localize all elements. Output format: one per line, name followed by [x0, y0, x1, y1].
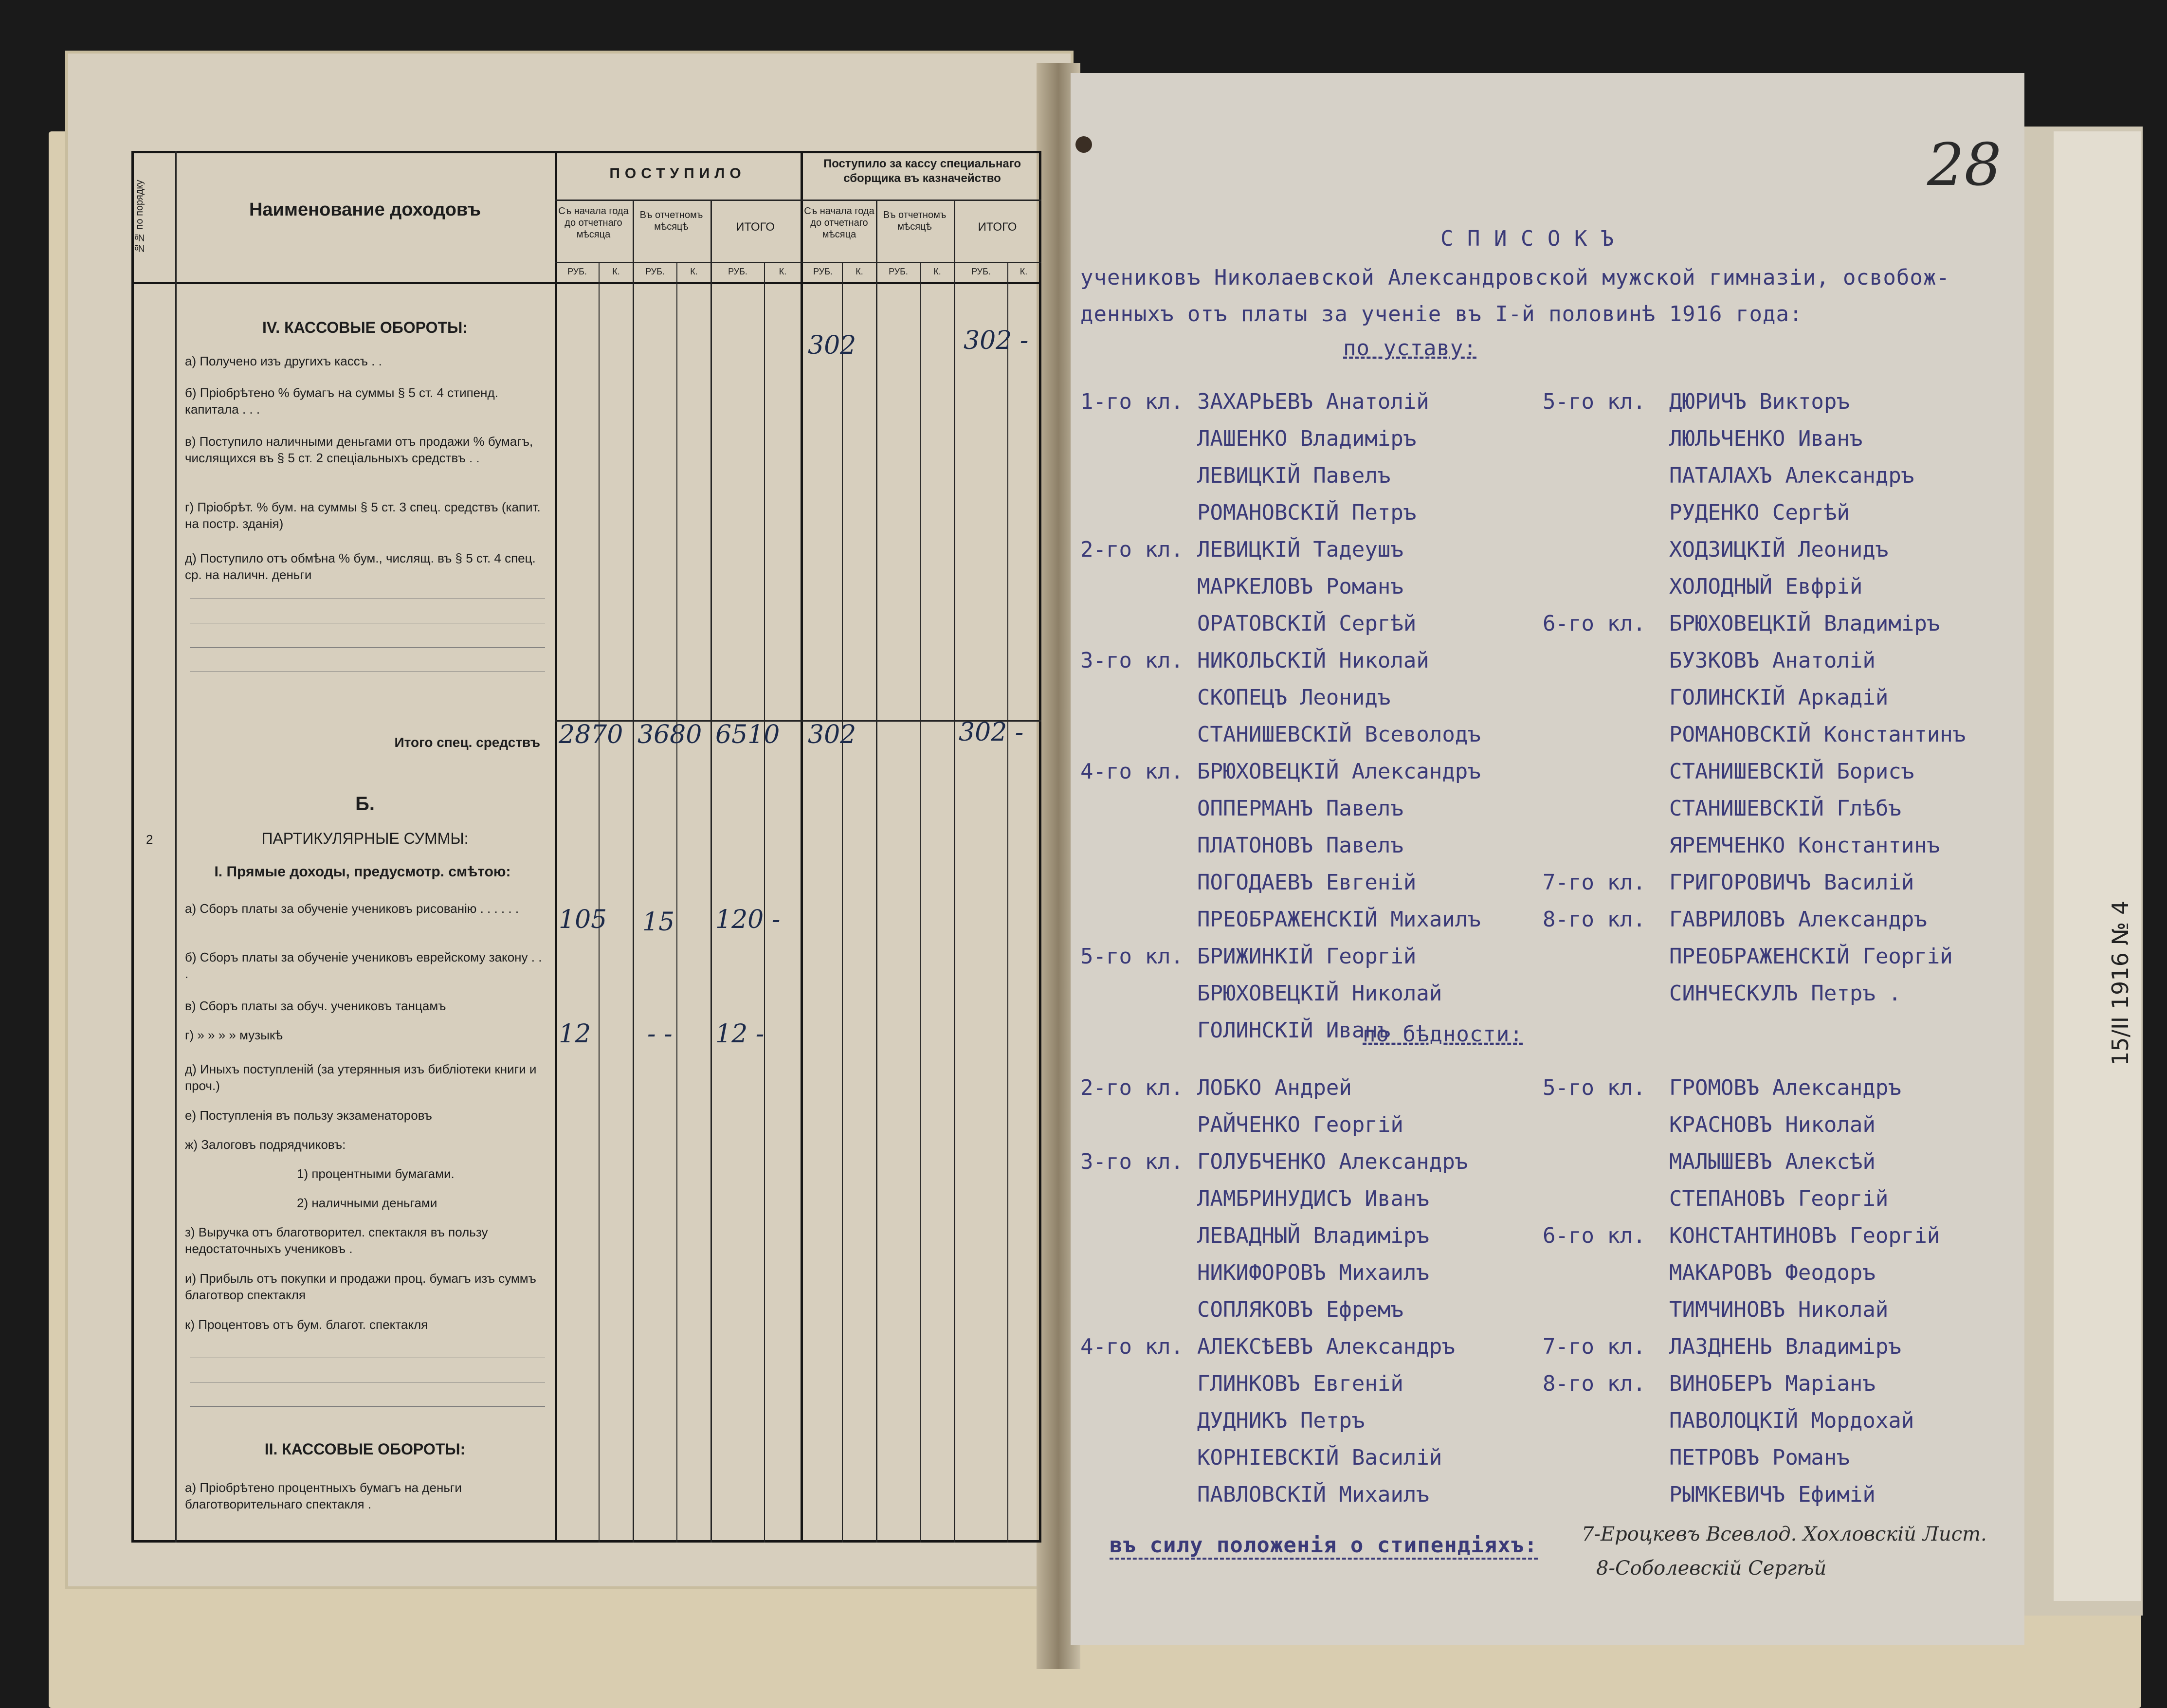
- student-name: ГРОМОВЪ Александръ: [1669, 1075, 1901, 1100]
- class-label: 5-го кл.: [1543, 1075, 1646, 1100]
- student-name: БРИЖИНКІЙ Георгій: [1197, 944, 1417, 969]
- student-name: ПАВОЛОЦКІЙ Мордохай: [1669, 1408, 1914, 1433]
- handwritten-value: 12: [559, 1019, 591, 1049]
- income-item: а) Получено изъ другихъ кассъ . .: [185, 354, 382, 368]
- student-name: МАКАРОВЪ Феодоръ: [1669, 1260, 1876, 1285]
- direct-income-title: I. Прямые доходы, предусмотр. смѣтою:: [214, 864, 511, 880]
- list-subtitle: учениковъ Николаевской Александровской мужской гимназіи, освобож-: [1080, 265, 1950, 290]
- special-total-header: ИТОГО: [978, 220, 1017, 234]
- page-number: 28: [1927, 131, 2002, 199]
- income-item: к) Процентовъ отъ бум. благот. спектакля: [185, 1317, 428, 1332]
- kop-label: К.: [612, 267, 620, 276]
- student-name: БРЮХОВЕЦКІЙ Николай: [1197, 981, 1442, 1006]
- row-number: 2: [146, 832, 153, 847]
- income-item: 1) процентными бумагами.: [297, 1166, 455, 1181]
- student-name: ГЛИНКОВЪ Евгеній: [1197, 1371, 1403, 1396]
- rub-label: РУБ.: [645, 267, 665, 276]
- binding-hole: [1075, 136, 1092, 153]
- list-title: С П И С О К Ъ: [1440, 226, 1615, 251]
- handwritten-value: 6510: [715, 720, 780, 749]
- kop-label: К.: [1020, 267, 1028, 276]
- class-label: 3-го кл.: [1080, 1149, 1184, 1174]
- student-name: РОМАНОВСКІЙ Константинъ: [1669, 722, 1966, 747]
- handwritten-value: 12 -: [715, 1019, 765, 1049]
- student-name: ЛЮЛЬЧЕНКО Иванъ: [1669, 426, 1863, 451]
- student-name: ПРЕОБРАЖЕНСКІЙ Георгій: [1669, 944, 1953, 969]
- income-item: д) Иныхъ поступленій (за утерянныя изъ библіотеки книги и проч.): [185, 1062, 537, 1093]
- student-name: МАЛЫШЕВЪ Алексѣй: [1669, 1149, 1876, 1174]
- class-label: 4-го кл.: [1080, 759, 1184, 784]
- section-b-title: Б.: [355, 793, 375, 815]
- handwritten-value: 15: [642, 908, 675, 937]
- student-name: КОНСТАНТИНОВЪ Георгій: [1669, 1223, 1940, 1248]
- scholarship-handwritten: 7-Ероцкевъ Всевлод. Хохловскій Лист.: [1582, 1523, 1987, 1545]
- income-item: б) Сборъ платы за обученіе учениковъ еврейскому закону . . .: [185, 950, 542, 981]
- special-in-month-header: Въ отчетномъ мѣсяцѣ: [883, 210, 947, 232]
- student-name: ЛЕВАДНЫЙ Владиміръ: [1197, 1223, 1429, 1248]
- student-name: ПОГОДАЕВЪ Евгеній: [1197, 870, 1417, 895]
- student-name: ЛАШЕНКО Владиміръ: [1197, 426, 1417, 451]
- student-name: ДЮРИЧЪ Викторъ: [1669, 389, 1850, 414]
- class-label: 7-го кл.: [1543, 870, 1646, 895]
- class-label: 8-го кл.: [1543, 907, 1646, 932]
- rub-label: РУБ.: [813, 267, 833, 276]
- ledger-table: [131, 151, 1046, 1552]
- ruled-strip: [2054, 131, 2141, 1601]
- income-item: 2) наличными деньгами: [297, 1196, 437, 1210]
- student-name: ПРЕОБРАЖЕНСКІЙ Михаилъ: [1197, 907, 1481, 932]
- handwritten-value: 2870: [559, 720, 623, 749]
- kop-label: К.: [779, 267, 787, 276]
- student-name: СТЕПАНОВЪ Георгій: [1669, 1186, 1889, 1211]
- income-item: г) » » » » музыкѣ: [185, 1028, 283, 1042]
- student-name: БРЮХОВЕЦКІЙ Александръ: [1197, 759, 1481, 784]
- student-name: КОРНІЕВСКІЙ Василій: [1197, 1445, 1442, 1470]
- student-name: НИКОЛЬСКІЙ Николай: [1197, 648, 1429, 673]
- section-by-statute: по уставу:: [1343, 336, 1477, 361]
- rub-label: РУБ.: [567, 267, 587, 276]
- kop-label: К.: [690, 267, 698, 276]
- section-ii-title: II. КАССОВЫЕ ОБОРОТЫ:: [264, 1440, 466, 1458]
- kop-label: К.: [933, 267, 941, 276]
- student-name: ГРИГОРОВИЧЪ Василій: [1669, 870, 1914, 895]
- handwritten-value: 302: [808, 331, 856, 360]
- income-item: ж) Залоговъ подрядчиковъ:: [185, 1137, 346, 1152]
- student-name: КРАСНОВЪ Николай: [1669, 1112, 1876, 1137]
- scholarship-handwritten: 8-Соболевскій Сергѣй: [1596, 1557, 1827, 1580]
- class-label: 5-го кл.: [1543, 389, 1646, 414]
- student-name: СОПЛЯКОВЪ Ефремъ: [1197, 1297, 1403, 1322]
- student-name: РЫМКЕВИЧЪ Ефимій: [1669, 1482, 1876, 1507]
- student-name: СИНЧЕСКУЛЪ Петръ .: [1669, 981, 1901, 1006]
- student-name: ЛАМБРИНУДИСЪ Иванъ: [1197, 1186, 1429, 1211]
- class-label: 4-го кл.: [1080, 1334, 1184, 1359]
- special-since-start-header: Съ начала года до отчетнаго мѣсяца: [804, 206, 874, 240]
- number-column-header: №№ по порядку: [134, 180, 145, 254]
- student-name: СТАНИШЕВСКІЙ Борисъ: [1669, 759, 1914, 784]
- income-item: а) Сборъ платы за обученіе учениковъ рисованію . . . . . .: [185, 901, 519, 916]
- student-name: ВИНОБЕРЪ Маріанъ: [1669, 1371, 1876, 1396]
- class-label: 6-го кл.: [1543, 611, 1646, 636]
- rub-label: РУБ.: [889, 267, 908, 276]
- student-name: СТАНИШЕВСКІЙ Глѣбъ: [1669, 796, 1901, 821]
- class-label: 3-го кл.: [1080, 648, 1184, 673]
- class-label: 1-го кл.: [1080, 389, 1184, 414]
- section-iv-title: IV. КАССОВЫЕ ОБОРОТЫ:: [262, 319, 468, 336]
- scholarship-label: въ силу положенія о стипендіяхъ:: [1110, 1533, 1538, 1560]
- student-name: МАРКЕЛОВЪ Романъ: [1197, 574, 1403, 599]
- total-special-label: Итого спец. средствъ: [394, 735, 540, 750]
- student-name: БРЮХОВЕЦКІЙ Владиміръ: [1669, 611, 1940, 636]
- income-item: а) Пріобрѣтено процентныхъ бумагъ на деньги благотворительнаго спектакля .: [185, 1480, 462, 1511]
- income-item: в) Сборъ платы за обуч. учениковъ танцамъ: [185, 999, 446, 1013]
- list-subtitle: денныхъ отъ платы за ученіе въ I-й половинѣ 1916 года:: [1080, 302, 1803, 327]
- income-column-header: Наименование доходовъ: [249, 200, 481, 220]
- received-header: ПОСТУПИЛО: [609, 165, 746, 182]
- student-name: СКОПЕЦЪ Леонидъ: [1197, 685, 1391, 710]
- student-name: ЛАЗДНЕНЬ Владиміръ: [1669, 1334, 1901, 1359]
- income-item: и) Прибыль отъ покупки и продажи проц. бумагъ изъ суммъ благотвор спектакля: [185, 1271, 536, 1302]
- student-name: АЛЕКСѢЕВЪ Александръ: [1197, 1334, 1455, 1359]
- in-month-header: Въ отчетномъ мѣсяцѣ: [639, 210, 703, 232]
- student-name: ГОЛИНСКІЙ Иванъ: [1197, 1018, 1391, 1043]
- section-by-poverty: по бѣдности:: [1363, 1022, 1523, 1047]
- student-name: ПАВЛОВСКІЙ Михаилъ: [1197, 1482, 1429, 1507]
- income-item: д) Поступило отъ обмѣна % бум., числящ. въ § 5 ст. 4 спец. ср. на наличн. деньги: [185, 551, 536, 582]
- student-name: НИКИФОРОВЪ Михаилъ: [1197, 1260, 1429, 1285]
- particular-sums-title: ПАРТИКУЛЯРНЫЕ СУММЫ:: [261, 830, 469, 847]
- rub-label: РУБ.: [971, 267, 991, 276]
- total-header: ИТОГО: [736, 220, 775, 234]
- student-name: ХОДЗИЦКІЙ Леонидъ: [1669, 537, 1889, 562]
- received-special-header: Поступило за кассу специальнаго сборщика въ казначейство: [823, 157, 1021, 185]
- class-label: 7-го кл.: [1543, 1334, 1646, 1359]
- margin-note: 15/II 1916 № 4: [2107, 900, 2133, 1066]
- student-name: РУДЕНКО Сергѣй: [1669, 500, 1850, 525]
- kop-label: К.: [856, 267, 863, 276]
- book-spread: [19, 34, 2151, 1674]
- handwritten-value: 120 -: [715, 905, 781, 934]
- income-item: е) Поступленія въ пользу экзаменаторовъ: [185, 1108, 432, 1123]
- income-item: б) Пріобрѣтено % бумагъ на суммы § 5 ст. 4 стипенд. капитала . . .: [185, 385, 498, 417]
- income-item: в) Поступило наличными деньгами отъ продажи % бумагъ, числящихся въ § 5 ст. 2 спеціальныхъ средствъ . .: [185, 434, 533, 465]
- student-name: ПЛАТОНОВЪ Павелъ: [1197, 833, 1403, 858]
- student-name: ГАВРИЛОВЪ Александръ: [1669, 907, 1927, 932]
- student-name: ГОЛУБЧЕНКО Александръ: [1197, 1149, 1468, 1174]
- handwritten-value: 302 -: [964, 326, 1029, 355]
- student-name: РОМАНОВСКІЙ Петръ: [1197, 500, 1417, 525]
- handwritten-value: 302: [808, 720, 856, 749]
- student-name: ЛЕВИЦКІЙ Тадеушъ: [1197, 537, 1403, 562]
- class-label: 2-го кл.: [1080, 1075, 1184, 1100]
- student-name: ГОЛИНСКІЙ Аркадій: [1669, 685, 1889, 710]
- student-name: ЯРЕМЧЕНКО Константинъ: [1669, 833, 1940, 858]
- student-name: БУЗКОВЪ Анатолій: [1669, 648, 1876, 673]
- student-name: РАЙЧЕНКО Георгій: [1197, 1112, 1403, 1137]
- handwritten-value: 105: [559, 905, 607, 934]
- student-name: ОППЕРМАНЪ Павелъ: [1197, 796, 1403, 821]
- class-label: 8-го кл.: [1543, 1371, 1646, 1396]
- class-label: 2-го кл.: [1080, 537, 1184, 562]
- rub-label: РУБ.: [728, 267, 747, 276]
- student-name: СТАНИШЕВСКІЙ Всеволодъ: [1197, 722, 1481, 747]
- student-name: ЛОБКО Андрей: [1197, 1075, 1352, 1100]
- class-label: 6-го кл.: [1543, 1223, 1646, 1248]
- student-name: ХОЛОДНЫЙ Евфрій: [1669, 574, 1863, 599]
- student-name: ДУДНИКЪ Петръ: [1197, 1408, 1365, 1433]
- student-name: ПЕТРОВЪ Романъ: [1669, 1445, 1850, 1470]
- student-name: ОРАТОВСКІЙ Сергѣй: [1197, 611, 1417, 636]
- handwritten-value: 302 -: [959, 718, 1024, 747]
- handwritten-value: 3680: [637, 720, 702, 749]
- income-item: з) Выручка отъ благотворител. спектакля въ пользу недостаточныхъ учениковъ .: [185, 1225, 488, 1256]
- student-name: ПАТАЛАХЪ Александръ: [1669, 463, 1914, 488]
- class-label: 5-го кл.: [1080, 944, 1184, 969]
- handwritten-value: - -: [647, 1019, 673, 1049]
- income-item: г) Пріобрѣт. % бум. на суммы § 5 ст. 3 спец. средствъ (капит. на постр. зданія): [185, 500, 541, 531]
- student-name: ТИМЧИНОВЪ Николай: [1669, 1297, 1889, 1322]
- student-name: ЛЕВИЦКІЙ Павелъ: [1197, 463, 1391, 488]
- student-name: ЗАХАРЬЕВЪ Анатолій: [1197, 389, 1429, 414]
- since-start-header: Съ начала года до отчетнаго мѣсяца: [558, 206, 629, 240]
